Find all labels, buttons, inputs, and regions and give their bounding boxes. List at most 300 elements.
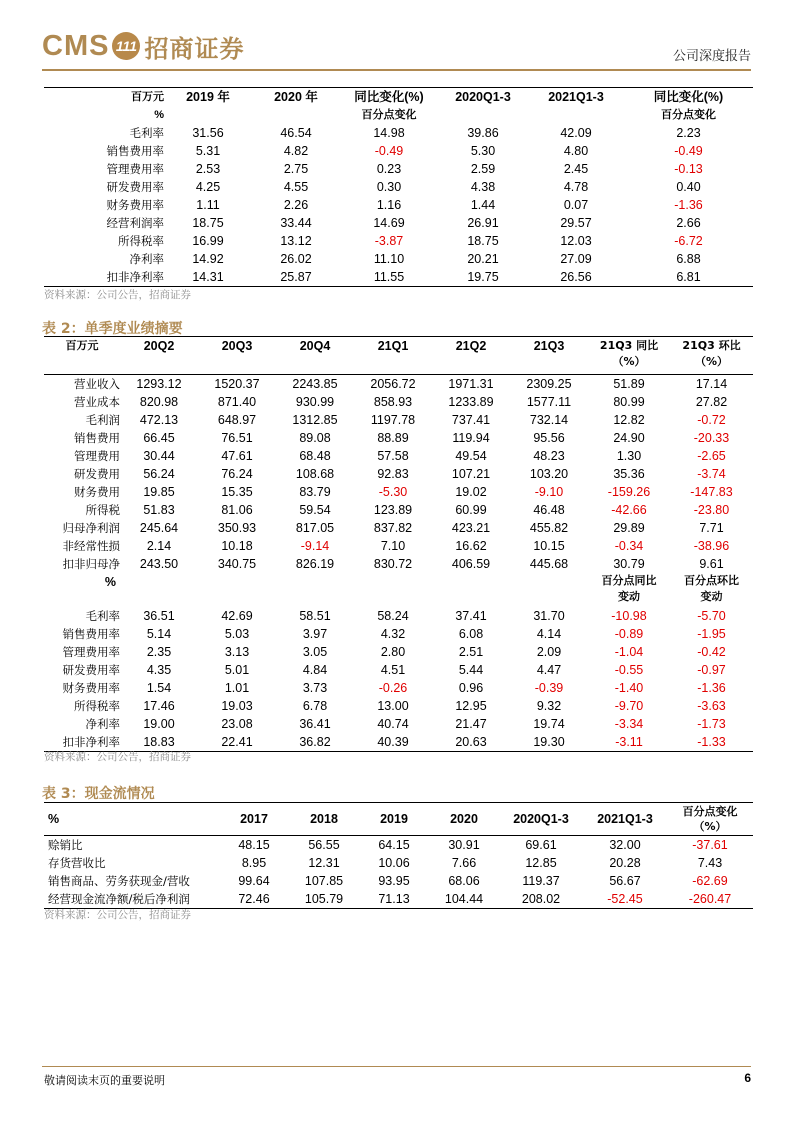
cell-value: 8.95 xyxy=(241,856,267,870)
column-header: 2017 xyxy=(219,803,289,836)
row-label: 扣非净利率 xyxy=(44,733,120,752)
cell-value: 2.45 xyxy=(563,162,589,176)
cell-value: 105.79 xyxy=(289,890,359,909)
cell-value: -0.49 xyxy=(674,144,703,158)
cell-value: -1.04 xyxy=(614,645,644,659)
cell-value: 9.32 xyxy=(536,699,562,713)
cell-value: 20.28 xyxy=(609,856,641,870)
cell-value: 30.44 xyxy=(143,449,175,463)
row-label: 所得税率 xyxy=(118,234,164,248)
cell-value: 6.78 xyxy=(302,699,328,713)
table-row xyxy=(44,411,753,429)
cell-value: 406.59 xyxy=(451,557,491,571)
cell-value: 40.74 xyxy=(377,717,409,731)
column-subheader: 百分点同比 变动 xyxy=(601,574,657,603)
cell-value: 27.09 xyxy=(560,252,592,266)
empty-cell xyxy=(432,573,510,607)
table-row xyxy=(44,715,753,733)
cell-value: 2.26 xyxy=(283,198,309,212)
cell-value: -0.39 xyxy=(534,681,564,695)
table3-title: 表 3：现金流情况 xyxy=(42,786,155,802)
column-header: 2019 xyxy=(359,803,429,836)
cell-value: -0.89 xyxy=(614,627,644,641)
header-divider xyxy=(42,69,751,71)
column-subheader: 百分点变化 xyxy=(661,108,716,121)
table-row xyxy=(44,625,753,643)
cell-value: 104.44 xyxy=(429,890,499,909)
cell-value: 119.37 xyxy=(522,874,560,888)
column-header: 21Q1 xyxy=(354,337,432,375)
cell-value: 46.48 xyxy=(533,503,565,517)
cell-value: 18.83 xyxy=(120,733,198,752)
cell-value: 1.11 xyxy=(196,198,220,212)
cell-value: 32.00 xyxy=(609,838,641,852)
cell-value: 108.68 xyxy=(295,467,335,481)
cell-value: 18.75 xyxy=(467,234,499,248)
cell-value: -9.14 xyxy=(300,539,330,553)
table3-source: 资料来源：公司公告，招商证券 xyxy=(44,909,191,921)
cell-value: 93.95 xyxy=(378,874,410,888)
pct-header-row xyxy=(44,573,753,607)
cell-value: 76.51 xyxy=(221,431,253,445)
column-header: 21Q2 xyxy=(432,337,510,375)
cell-value: -0.13 xyxy=(674,162,703,176)
cell-value: 11.10 xyxy=(373,252,405,266)
row-label: 营业成本 xyxy=(74,395,120,409)
margin-ratio-table xyxy=(44,87,753,287)
cell-value: 48.23 xyxy=(533,449,565,463)
cell-value: 20.63 xyxy=(432,733,510,752)
column-header: 2020Q1-3 xyxy=(438,88,528,107)
cell-value: 69.61 xyxy=(525,838,557,852)
cell-value: 2243.85 xyxy=(292,377,338,391)
row-label: 管理费用率 xyxy=(106,162,164,176)
row-label: 毛利率 xyxy=(129,126,164,140)
cell-value: 37.41 xyxy=(455,609,487,623)
cell-value: 858.93 xyxy=(373,395,413,409)
column-header: 百万元 xyxy=(44,337,120,375)
cell-value: 103.20 xyxy=(529,467,569,481)
cell-value: -0.97 xyxy=(697,663,726,677)
column-subheader xyxy=(164,106,252,124)
cell-value: 19.03 xyxy=(221,699,253,713)
cell-value: 1197.78 xyxy=(370,413,416,427)
cell-value: 24.90 xyxy=(613,431,645,445)
cell-value: 1.54 xyxy=(146,681,172,695)
cell-value: 119.94 xyxy=(452,431,490,445)
empty-cell xyxy=(354,573,432,607)
cell-value: -62.69 xyxy=(692,874,728,888)
table-row xyxy=(44,214,753,232)
table-row xyxy=(44,519,753,537)
cell-value: 4.55 xyxy=(283,180,309,194)
cell-value: 56.55 xyxy=(308,838,340,852)
cell-value: -20.33 xyxy=(693,431,730,445)
table-row xyxy=(44,872,753,890)
column-header: 21Q3 环比 （%） xyxy=(670,337,753,375)
cell-value: 648.97 xyxy=(217,413,257,427)
empty-cell xyxy=(120,573,198,607)
cell-value: 5.03 xyxy=(224,627,250,641)
cell-value: 4.82 xyxy=(283,144,309,158)
row-label: 财务费用率 xyxy=(106,198,164,212)
cell-value: 83.79 xyxy=(299,485,331,499)
cell-value: 930.99 xyxy=(295,395,335,409)
row-label: 净利率 xyxy=(85,717,120,731)
column-subheader: % xyxy=(154,109,164,121)
cell-value: 2.75 xyxy=(283,162,309,176)
cell-value: -0.34 xyxy=(614,539,644,553)
column-header: 2021Q1-3 xyxy=(528,88,624,107)
row-label: 所得税率 xyxy=(74,699,120,713)
table-row xyxy=(44,375,753,394)
cell-value: 72.46 xyxy=(219,890,289,909)
cell-value: 1971.31 xyxy=(448,377,494,391)
cell-value: 732.14 xyxy=(529,413,569,427)
cell-value: 14.31 xyxy=(164,268,252,287)
cell-value: 455.82 xyxy=(529,521,569,535)
cell-value: 26.02 xyxy=(280,252,312,266)
cell-value: 245.64 xyxy=(139,521,179,535)
cell-value: 4.14 xyxy=(536,627,562,641)
cell-value: 7.71 xyxy=(699,521,724,535)
cell-value: 4.35 xyxy=(146,663,172,677)
cell-value: 36.41 xyxy=(299,717,331,731)
column-header: % xyxy=(44,803,219,836)
cell-value: 22.41 xyxy=(198,733,276,752)
row-label: 研发费用率 xyxy=(62,663,120,677)
cell-value: 30.91 xyxy=(448,838,480,852)
table-row xyxy=(44,124,753,142)
column-subheader xyxy=(528,106,624,124)
cell-value: 6.81 xyxy=(624,268,753,287)
table-row xyxy=(44,661,753,679)
document-type: 公司深度报告 xyxy=(672,49,751,64)
cell-value: 423.21 xyxy=(451,521,491,535)
cell-value: 0.30 xyxy=(376,180,402,194)
cash-flow-table xyxy=(44,802,753,909)
cell-value: 107.85 xyxy=(304,874,344,888)
row-label: 净利率 xyxy=(129,252,164,266)
table-row xyxy=(44,196,753,214)
cell-value: 1233.89 xyxy=(448,395,494,409)
cell-value: 817.05 xyxy=(295,521,335,535)
cell-value: 19.85 xyxy=(143,485,175,499)
cell-value: 3.05 xyxy=(302,645,328,659)
cell-value: 59.54 xyxy=(299,503,331,517)
cell-value: 1.30 xyxy=(616,449,642,463)
row-label: 扣非归母净 xyxy=(62,557,120,571)
cell-value: 7.10 xyxy=(380,539,406,553)
cell-value: -5.30 xyxy=(378,485,408,499)
cell-value: 2.53 xyxy=(195,162,221,176)
row-label: 扣非净利率 xyxy=(44,268,164,287)
column-header: 2020 xyxy=(429,803,499,836)
column-header: 2021Q1-3 xyxy=(583,803,667,836)
cell-value: 19.02 xyxy=(455,485,487,499)
table-row xyxy=(44,160,753,178)
cell-value: 64.15 xyxy=(378,838,410,852)
cell-value: 243.50 xyxy=(139,557,179,571)
cell-value: 17.14 xyxy=(695,377,728,391)
table-header-row xyxy=(44,337,753,375)
cell-value: 12.03 xyxy=(560,234,592,248)
cell-value: -3.87 xyxy=(374,234,404,248)
table-header-row xyxy=(44,803,753,836)
cell-value: 3.13 xyxy=(224,645,250,659)
cell-value: 830.72 xyxy=(373,557,413,571)
cell-value: 57.58 xyxy=(377,449,409,463)
cell-value: -3.74 xyxy=(697,467,726,481)
cell-value: 19.00 xyxy=(143,717,175,731)
empty-cell xyxy=(198,573,276,607)
table2-source: 资料来源：公司公告，招商证券 xyxy=(44,751,191,763)
row-label: 销售费用率 xyxy=(62,627,120,641)
cell-value: 95.56 xyxy=(533,431,565,445)
cell-value: 5.31 xyxy=(195,144,221,158)
table-row xyxy=(44,643,753,661)
footer-note: 敬请阅读末页的重要说明 xyxy=(44,1074,165,1087)
cell-value: 820.98 xyxy=(139,395,179,409)
table-row xyxy=(44,854,753,872)
cell-value: 23.08 xyxy=(221,717,253,731)
cell-value: 6.08 xyxy=(458,627,484,641)
column-header: 21Q3 同比 （%） xyxy=(588,337,670,375)
table-header-row xyxy=(44,88,753,107)
cell-value: -147.83 xyxy=(690,485,733,499)
row-label: 赊销比 xyxy=(48,838,83,852)
table2-title: 表 2：单季度业绩摘要 xyxy=(42,321,183,337)
cell-value: 10.18 xyxy=(221,539,253,553)
table-row xyxy=(44,447,753,465)
cell-value: 13.00 xyxy=(377,699,409,713)
logo-text-en: CMS xyxy=(42,29,110,62)
row-label: 销售费用率 xyxy=(106,144,164,158)
cell-value: 14.98 xyxy=(373,126,405,140)
cell-value: 14.69 xyxy=(373,216,405,230)
cell-value: 0.96 xyxy=(458,681,484,695)
cell-value: 12.95 xyxy=(455,699,487,713)
cell-value: 21.47 xyxy=(455,717,487,731)
cell-value: 2.59 xyxy=(470,162,496,176)
cell-value: -1.36 xyxy=(674,198,703,212)
row-label: 营业收入 xyxy=(74,377,120,391)
cell-value: 26.91 xyxy=(467,216,499,230)
row-label: 所得税 xyxy=(85,503,120,517)
cell-value: 47.61 xyxy=(221,449,253,463)
cell-value: 737.41 xyxy=(451,413,491,427)
cell-value: 5.44 xyxy=(458,663,484,677)
column-subheader xyxy=(438,106,528,124)
cell-value: 13.12 xyxy=(280,234,312,248)
cell-value: -0.72 xyxy=(697,413,726,427)
column-header: 百万元 xyxy=(44,88,164,107)
table-row xyxy=(44,232,753,250)
cell-value: -52.45 xyxy=(583,890,667,909)
table-row xyxy=(44,142,753,160)
company-logo xyxy=(42,28,244,64)
cell-value: 0.23 xyxy=(376,162,402,176)
table-row xyxy=(44,483,753,501)
cell-value: 17.46 xyxy=(143,699,175,713)
row-label: 研发费用率 xyxy=(106,180,164,194)
cell-value: 4.38 xyxy=(470,180,496,194)
row-label: 毛利率 xyxy=(85,609,120,623)
cell-value: 16.62 xyxy=(455,539,487,553)
cell-value: 16.99 xyxy=(192,234,224,248)
cell-value: 51.89 xyxy=(613,377,645,391)
cell-value: -3.11 xyxy=(588,733,670,752)
cell-value: 2309.25 xyxy=(526,377,572,391)
empty-cell xyxy=(510,573,588,607)
cell-value: 48.15 xyxy=(238,838,270,852)
cell-value: 4.78 xyxy=(563,180,589,194)
cell-value: -0.26 xyxy=(378,681,408,695)
cell-value: 11.55 xyxy=(340,268,438,287)
cell-value: 350.93 xyxy=(217,521,257,535)
row-label: 财务费用率 xyxy=(62,681,120,695)
row-label: 销售费用 xyxy=(74,431,120,445)
row-label: 研发费用 xyxy=(74,467,120,481)
cell-value: 51.83 xyxy=(143,503,175,517)
cell-value: -3.34 xyxy=(614,717,644,731)
table-row xyxy=(44,250,753,268)
cell-value: 472.13 xyxy=(139,413,179,427)
cell-value: 4.84 xyxy=(302,663,328,677)
column-header: 2020Q1-3 xyxy=(499,803,583,836)
cell-value: -2.65 xyxy=(697,449,726,463)
table-row xyxy=(44,836,753,855)
row-label: 经营现金流净额/税后净利润 xyxy=(44,890,219,909)
column-header: 2019 年 xyxy=(164,88,252,107)
cell-value: 1.16 xyxy=(376,198,402,212)
column-subheader: 百分点环比 变动 xyxy=(684,574,739,603)
cell-value: -10.98 xyxy=(611,609,647,623)
cell-value: 66.45 xyxy=(143,431,175,445)
cell-value: 26.56 xyxy=(528,268,624,287)
quarterly-summary-table xyxy=(44,336,753,752)
cell-value: -260.47 xyxy=(667,890,753,909)
cell-value: 33.44 xyxy=(280,216,312,230)
cell-value: 68.06 xyxy=(448,874,480,888)
row-label: 归母净利润 xyxy=(62,521,120,535)
logo-text-cn: 招商证券 xyxy=(144,33,245,63)
table-row xyxy=(44,697,753,715)
cell-value: 2.35 xyxy=(146,645,172,659)
pct-unit-label: % xyxy=(104,575,116,589)
table1-source: 资料来源：公司公告，招商证券 xyxy=(44,289,191,301)
cell-value: 9.61 xyxy=(699,557,724,571)
cell-value: 18.75 xyxy=(192,216,224,230)
cell-value: 340.75 xyxy=(217,557,257,571)
column-subheader xyxy=(252,106,340,124)
cell-value: 4.80 xyxy=(563,144,589,158)
cell-value: 36.82 xyxy=(276,733,354,752)
empty-cell xyxy=(276,573,354,607)
cell-value: 2.09 xyxy=(536,645,562,659)
cell-value: 10.15 xyxy=(533,539,565,553)
cell-value: 39.86 xyxy=(467,126,499,140)
cell-value: 46.54 xyxy=(280,126,312,140)
cell-value: 123.89 xyxy=(373,503,413,517)
cell-value: -38.96 xyxy=(693,539,730,553)
cell-value: 29.89 xyxy=(613,521,645,535)
column-header: 同比变化(%) xyxy=(340,88,438,107)
cell-value: 4.47 xyxy=(536,663,562,677)
cell-value: 35.36 xyxy=(613,467,645,481)
cell-value: 4.32 xyxy=(380,627,406,641)
table-row xyxy=(44,268,753,287)
cell-value: -1.36 xyxy=(697,681,726,695)
cell-value: 20.21 xyxy=(467,252,499,266)
logo-emblem-icon: 111 xyxy=(112,32,140,60)
column-header: 2020 年 xyxy=(252,88,340,107)
column-header: 20Q3 xyxy=(198,337,276,375)
table-row xyxy=(44,679,753,697)
cell-value: 2.80 xyxy=(380,645,406,659)
row-label: 销售商品、劳务获现金/营收 xyxy=(48,874,190,888)
table-row xyxy=(44,537,753,555)
cell-value: 1.01 xyxy=(224,681,250,695)
cell-value: -23.80 xyxy=(693,503,730,517)
cell-value: 4.25 xyxy=(195,180,221,194)
cell-value: 42.09 xyxy=(560,126,592,140)
cell-value: -1.95 xyxy=(697,627,726,641)
cell-value: 1577.11 xyxy=(526,395,572,409)
column-header: 百分点变化 （%） xyxy=(667,803,753,836)
row-label: 管理费用 xyxy=(74,449,120,463)
cell-value: -1.40 xyxy=(614,681,644,695)
table-subheader-row xyxy=(44,106,753,124)
cell-value: 30.79 xyxy=(613,557,645,571)
cell-value: 826.19 xyxy=(295,557,335,571)
cell-value: 60.99 xyxy=(455,503,487,517)
cell-value: 12.82 xyxy=(613,413,645,427)
cell-value: 5.30 xyxy=(470,144,496,158)
column-header: 2018 xyxy=(289,803,359,836)
cell-value: 0.07 xyxy=(563,198,589,212)
column-header: 21Q3 xyxy=(510,337,588,375)
cell-value: 6.88 xyxy=(676,252,701,266)
column-header: 20Q2 xyxy=(120,337,198,375)
footer-divider xyxy=(42,1066,751,1067)
table-row xyxy=(44,890,753,909)
cell-value: 12.85 xyxy=(525,856,557,870)
row-label: 管理费用率 xyxy=(62,645,120,659)
cell-value: -6.72 xyxy=(674,234,703,248)
cell-value: 19.75 xyxy=(438,268,528,287)
cell-value: 208.02 xyxy=(499,890,583,909)
cell-value: -5.70 xyxy=(697,609,726,623)
cell-value: 58.24 xyxy=(377,609,409,623)
cell-value: 56.24 xyxy=(143,467,175,481)
column-subheader: 百分点变化 xyxy=(361,108,417,121)
cell-value: 4.51 xyxy=(380,663,406,677)
cell-value: 89.08 xyxy=(299,431,331,445)
cell-value: -1.73 xyxy=(697,717,726,731)
cell-value: 29.57 xyxy=(560,216,592,230)
row-label: 财务费用 xyxy=(74,485,120,499)
cell-value: -159.26 xyxy=(607,485,651,499)
cell-value: 2.51 xyxy=(458,645,484,659)
cell-value: 1520.37 xyxy=(214,377,260,391)
table-row xyxy=(44,501,753,519)
cell-value: 2.66 xyxy=(676,216,701,230)
cell-value: 10.06 xyxy=(378,856,410,870)
cell-value: 31.70 xyxy=(533,609,565,623)
cell-value: 68.48 xyxy=(299,449,331,463)
cell-value: -3.63 xyxy=(697,699,726,713)
